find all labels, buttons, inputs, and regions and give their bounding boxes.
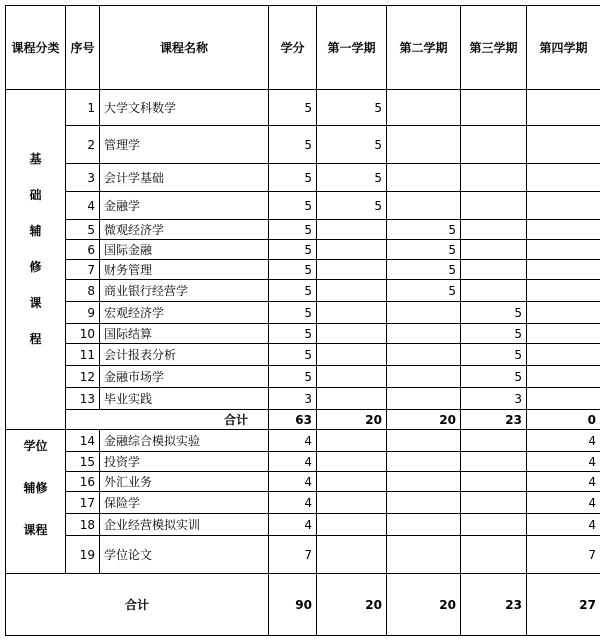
term-3-value <box>461 220 527 240</box>
term-2-value <box>387 90 461 126</box>
row-number: 7 <box>66 260 100 280</box>
term-4-value: 4 <box>527 472 600 492</box>
header-term-2: 第二学期 <box>387 6 461 90</box>
term-1-value <box>317 472 387 492</box>
table-body <box>6 6 600 636</box>
term-3-value <box>461 514 527 536</box>
grand-total-row <box>6 574 600 636</box>
category-label: 学位 辅修 课程 <box>23 438 48 537</box>
term-4-value: 4 <box>527 430 600 452</box>
credit-value: 5 <box>269 240 317 260</box>
term-1-value <box>317 536 387 574</box>
credit-value: 5 <box>269 220 317 240</box>
subtotal-term-1: 20 <box>317 410 387 430</box>
table-row <box>6 260 600 280</box>
subtotal-term-4: 0 <box>527 410 600 430</box>
term-3-value: 3 <box>461 388 527 410</box>
term-2-value: 5 <box>387 220 461 240</box>
term-4-value <box>527 366 600 388</box>
row-number: 8 <box>66 280 100 302</box>
row-number: 10 <box>66 324 100 344</box>
table-row <box>6 240 600 260</box>
term-4-value <box>527 302 600 324</box>
term-1-value: 5 <box>317 164 387 192</box>
term-2-value <box>387 492 461 514</box>
row-number: 5 <box>66 220 100 240</box>
term-2-value <box>387 192 461 220</box>
row-number: 1 <box>66 90 100 126</box>
course-name: 财务管理 <box>100 260 269 280</box>
table-row <box>6 452 600 472</box>
course-name: 学位论文 <box>100 536 269 574</box>
term-4-value <box>527 344 600 366</box>
course-name: 保险学 <box>100 492 269 514</box>
course-name: 商业银行经营学 <box>100 280 269 302</box>
term-2-value <box>387 164 461 192</box>
course-name: 毕业实践 <box>100 388 269 410</box>
term-3-value: 5 <box>461 366 527 388</box>
grand-total-term-4: 27 <box>527 574 600 636</box>
term-1-value <box>317 366 387 388</box>
term-2-value <box>387 366 461 388</box>
credit-value: 5 <box>269 126 317 164</box>
term-4-value <box>527 90 600 126</box>
row-number: 12 <box>66 366 100 388</box>
term-3-value <box>461 164 527 192</box>
row-number: 11 <box>66 344 100 366</box>
term-4-value: 4 <box>527 452 600 472</box>
header-row <box>6 6 600 90</box>
course-name: 国际金融 <box>100 240 269 260</box>
term-1-value <box>317 492 387 514</box>
table-row <box>6 164 600 192</box>
credit-value: 7 <box>269 536 317 574</box>
course-name: 金融市场学 <box>100 366 269 388</box>
row-number: 4 <box>66 192 100 220</box>
header-category: 课程分类 <box>6 6 66 90</box>
category-label: 基 础 辅 修 课 程 <box>29 151 42 346</box>
row-number: 9 <box>66 302 100 324</box>
header-term-1: 第一学期 <box>317 6 387 90</box>
course-name: 会计学基础 <box>100 164 269 192</box>
term-2-value <box>387 126 461 164</box>
row-number: 6 <box>66 240 100 260</box>
term-3-value <box>461 452 527 472</box>
header-course-name: 课程名称 <box>100 6 269 90</box>
term-1-value <box>317 514 387 536</box>
course-name: 金融综合模拟实验 <box>100 430 269 452</box>
term-3-value <box>461 280 527 302</box>
term-4-value <box>527 126 600 164</box>
term-3-value <box>461 90 527 126</box>
term-1-value <box>317 388 387 410</box>
row-number: 2 <box>66 126 100 164</box>
term-2-value: 5 <box>387 280 461 302</box>
row-number: 18 <box>66 514 100 536</box>
table-row <box>6 324 600 344</box>
course-name: 外汇业务 <box>100 472 269 492</box>
term-2-value <box>387 536 461 574</box>
row-number: 17 <box>66 492 100 514</box>
term-3-value <box>461 260 527 280</box>
term-3-value: 5 <box>461 344 527 366</box>
term-2-value <box>387 452 461 472</box>
course-name: 管理学 <box>100 126 269 164</box>
term-1-value <box>317 302 387 324</box>
term-1-value: 5 <box>317 90 387 126</box>
credit-value: 4 <box>269 492 317 514</box>
term-4-value <box>527 164 600 192</box>
term-1-value <box>317 220 387 240</box>
term-2-value <box>387 388 461 410</box>
term-1-value: 5 <box>317 126 387 164</box>
credit-value: 5 <box>269 302 317 324</box>
term-2-value <box>387 302 461 324</box>
table-row <box>6 514 600 536</box>
credit-value: 4 <box>269 452 317 472</box>
term-1-value <box>317 430 387 452</box>
credit-value: 5 <box>269 366 317 388</box>
term-3-value <box>461 126 527 164</box>
term-4-value <box>527 324 600 344</box>
table-row <box>6 126 600 164</box>
credit-value: 5 <box>269 192 317 220</box>
table-row <box>6 492 600 514</box>
grand-total-label: 合计 <box>6 574 269 636</box>
term-4-value <box>527 220 600 240</box>
course-name: 会计报表分析 <box>100 344 269 366</box>
term-4-value <box>527 388 600 410</box>
credit-value: 5 <box>269 164 317 192</box>
term-2-value <box>387 344 461 366</box>
subtotal-row <box>6 410 600 430</box>
term-1-value: 5 <box>317 192 387 220</box>
category-cell <box>6 430 66 574</box>
header-term-3: 第三学期 <box>461 6 527 90</box>
table-row <box>6 90 600 126</box>
credit-value: 5 <box>269 344 317 366</box>
course-name: 金融学 <box>100 192 269 220</box>
table-row <box>6 192 600 220</box>
credit-value: 4 <box>269 472 317 492</box>
table-row <box>6 220 600 240</box>
table-row <box>6 388 600 410</box>
credit-value: 5 <box>269 90 317 126</box>
grand-total-term-2: 20 <box>387 574 461 636</box>
row-number: 15 <box>66 452 100 472</box>
term-3-value <box>461 192 527 220</box>
term-1-value <box>317 240 387 260</box>
course-name: 投资学 <box>100 452 269 472</box>
term-2-value: 5 <box>387 240 461 260</box>
term-3-value: 5 <box>461 324 527 344</box>
course-name: 宏观经济学 <box>100 302 269 324</box>
term-4-value: 7 <box>527 536 600 574</box>
credit-value: 5 <box>269 280 317 302</box>
subtotal-term-3: 23 <box>461 410 527 430</box>
grand-total-term-3: 23 <box>461 574 527 636</box>
subtotal-term-2: 20 <box>387 410 461 430</box>
term-2-value: 5 <box>387 260 461 280</box>
subtotal-credit: 63 <box>269 410 317 430</box>
credit-value: 5 <box>269 260 317 280</box>
table-row <box>6 344 600 366</box>
row-number: 3 <box>66 164 100 192</box>
table-row <box>6 280 600 302</box>
course-name: 国际结算 <box>100 324 269 344</box>
term-4-value <box>527 240 600 260</box>
term-4-value <box>527 280 600 302</box>
table-row <box>6 302 600 324</box>
term-1-value <box>317 324 387 344</box>
row-number: 13 <box>66 388 100 410</box>
term-2-value <box>387 472 461 492</box>
term-3-value <box>461 536 527 574</box>
term-4-value: 4 <box>527 492 600 514</box>
course-plan-table <box>5 5 600 636</box>
course-name: 微观经济学 <box>100 220 269 240</box>
credit-value: 4 <box>269 514 317 536</box>
term-1-value <box>317 280 387 302</box>
term-4-value <box>527 192 600 220</box>
table-row <box>6 366 600 388</box>
subtotal-label: 合计 <box>66 410 269 430</box>
table-row <box>6 430 600 452</box>
credit-value: 3 <box>269 388 317 410</box>
term-1-value <box>317 452 387 472</box>
row-number: 14 <box>66 430 100 452</box>
category-cell <box>6 90 66 430</box>
course-name: 大学文科数学 <box>100 90 269 126</box>
header-term-4: 第四学期 <box>527 6 600 90</box>
row-number: 16 <box>66 472 100 492</box>
grand-total-credit: 90 <box>269 574 317 636</box>
term-2-value <box>387 430 461 452</box>
table-row <box>6 472 600 492</box>
table-row <box>6 536 600 574</box>
term-4-value <box>527 260 600 280</box>
course-name: 企业经营模拟实训 <box>100 514 269 536</box>
term-3-value: 5 <box>461 302 527 324</box>
term-1-value <box>317 344 387 366</box>
header-seq: 序号 <box>66 6 100 90</box>
term-3-value <box>461 430 527 452</box>
credit-value: 4 <box>269 430 317 452</box>
row-number: 19 <box>66 536 100 574</box>
term-2-value <box>387 324 461 344</box>
term-4-value: 4 <box>527 514 600 536</box>
term-1-value <box>317 260 387 280</box>
term-3-value <box>461 492 527 514</box>
credit-value: 5 <box>269 324 317 344</box>
term-3-value <box>461 472 527 492</box>
grand-total-term-1: 20 <box>317 574 387 636</box>
term-2-value <box>387 514 461 536</box>
term-3-value <box>461 240 527 260</box>
header-credit: 学分 <box>269 6 317 90</box>
